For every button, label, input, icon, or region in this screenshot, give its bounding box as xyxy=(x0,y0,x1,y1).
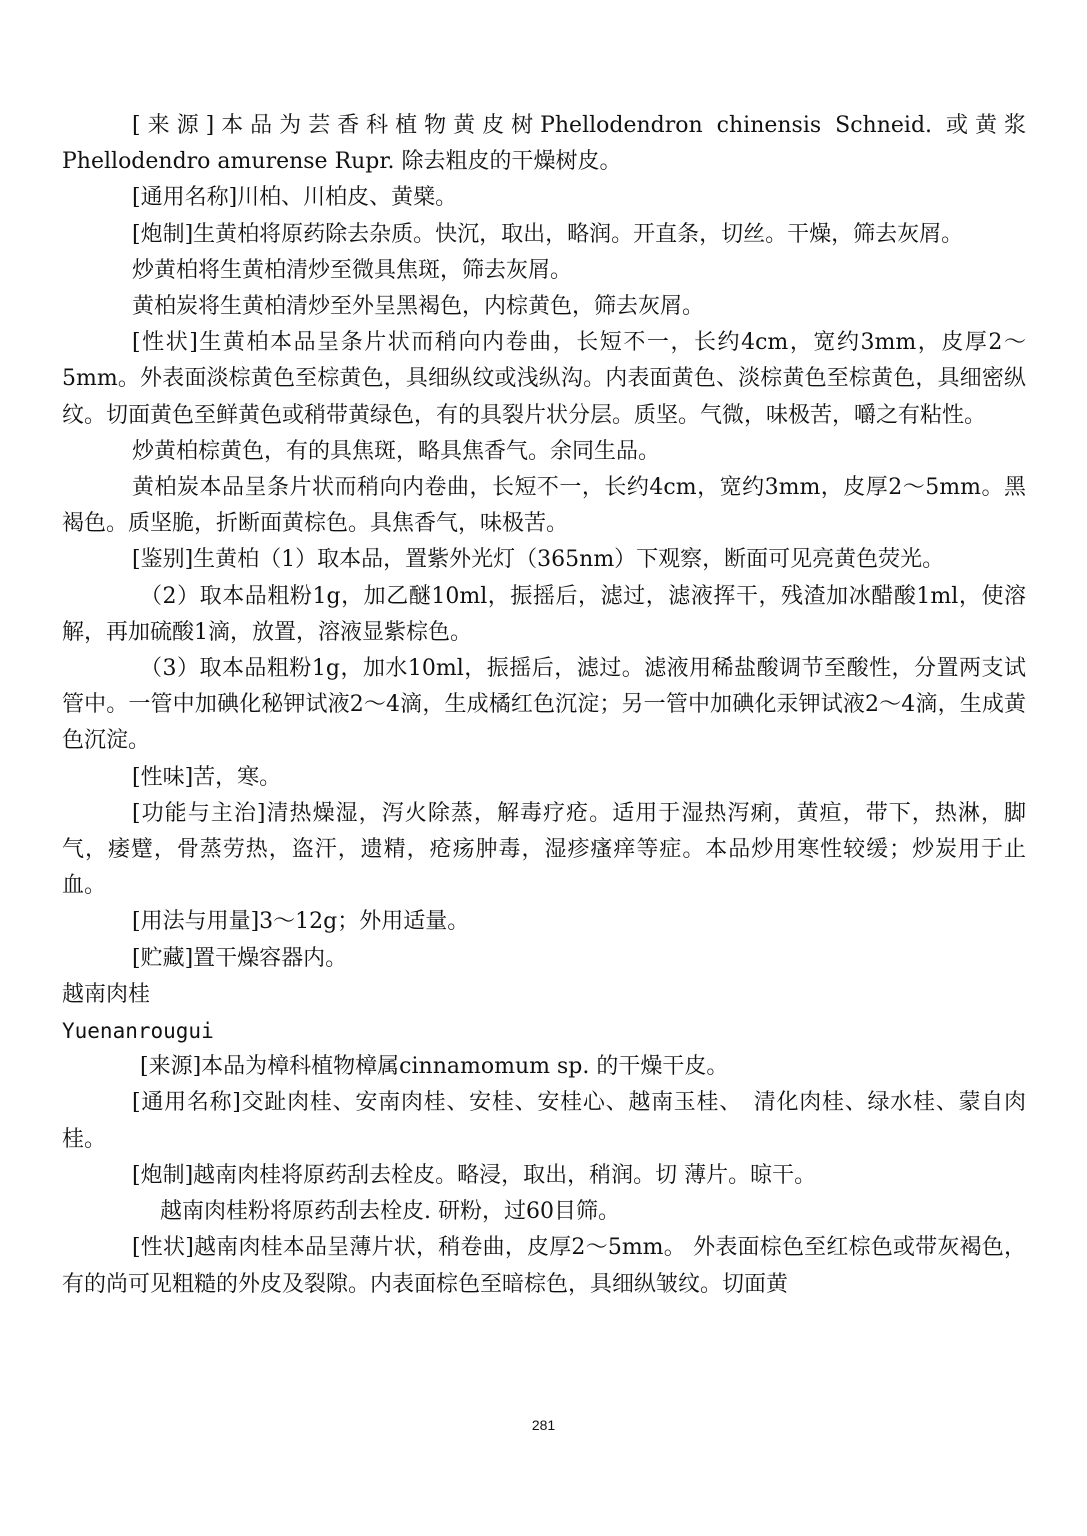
paragraph: [炮制]越南肉桂将原药刮去栓皮。略浸，取出，稍润。切 薄片。晾干。 xyxy=(132,1162,817,1188)
paragraph: （3）取本品粗粉1g，加水10ml，振摇后，滤过。滤液用稀盐酸调节至酸性，分置两支试管中。一管中加碘化秘钾试液2～4滴，生成橘红色沉淀；另一管中加碘化汞钾试液2～4滴，生成黄色沉淀。 xyxy=(62,656,1026,754)
paragraph: 炒黄柏将生黄柏清炒至微具焦斑，筛去灰屑。 xyxy=(132,257,573,283)
paragraph: [性状]越南肉桂本品呈薄片状，稍卷曲，皮厚2～5mm。 外表面棕色至红棕色或带灰褐色，有的尚可见粗糙的外皮及裂隙。内表面棕色至暗棕色，具细纵皱纹。切面黄 xyxy=(62,1235,1026,1297)
paragraph: 炒黄柏棕黄色，有的具焦斑，略具焦香气。余同生品。 xyxy=(132,438,661,464)
section-title: 越南肉桂 xyxy=(62,981,151,1007)
paragraph: 黄柏炭将生黄柏清炒至外呈黑褐色，内棕黄色，筛去灰屑。 xyxy=(132,294,705,320)
paragraph: [用法与用量]3～12g；外用适量。 xyxy=(132,909,470,935)
paragraph: [炮制]生黄柏将原药除去杂质。快沉，取出，略润。开直条，切丝。干燥，筛去灰屑。 xyxy=(132,221,964,247)
section-pinyin: Yuenanrougui xyxy=(62,1019,214,1044)
page-body xyxy=(62,108,1026,1303)
paragraph: [来源]本品为樟科植物樟属cinnamomum sp. 的干燥干皮。 xyxy=(140,1054,729,1080)
paragraph: [性味]苦，寒。 xyxy=(132,764,282,790)
paragraph: 黄柏炭本品呈条片状而稍向内卷曲，长短不一，长约4cm，宽约3mm，皮厚2～5mm。黑褐色。质坚脆，折断面黄棕色。具焦香气，味极苦。 xyxy=(62,475,1026,537)
paragraph: 越南肉桂粉将原药刮去栓皮. 研粉，过60目筛。 xyxy=(160,1199,620,1225)
paragraph: [通用名称]交趾肉桂、安南肉桂、安桂、安桂心、越南玉桂、 清化肉桂、绿水桂、蒙自肉桂。 xyxy=(62,1090,1026,1152)
paragraph: （2）取本品粗粉1g，加乙醚10ml，振摇后，滤过，滤液挥干，残渣加冰醋酸1ml，使溶解，再加硫酸1滴，放置，溶液显紫棕色。 xyxy=(62,583,1026,645)
paragraph: [功能与主治]清热燥湿，泻火除蒸，解毒疗疮。适用于湿热泻痢，黄疸，带下，热淋，脚气，痿躄，骨蒸劳热，盗汗，遗精，疮疡肿毒，湿疹瘙痒等症。本品炒用寒性较缓；炒炭用于止血。 xyxy=(62,800,1026,899)
paragraph: [贮藏]置干燥容器内。 xyxy=(132,945,348,971)
paragraph: [鉴别]生黄柏（1）取本品，置紫外光灯（365nm）下观察，断面可见亮黄色荧光。 xyxy=(132,547,945,573)
paragraph: [来源]本品为芸香科植物黄皮树Phellodendron chinensis Schneid. 或黄浆Phellodendro amurense Rupr. 除去粗皮的干燥树皮。 xyxy=(62,113,1026,175)
paragraph: [性状]生黄柏本品呈条片状而稍向内卷曲，长短不一，长约4cm，宽约3mm，皮厚2～5mm。外表面淡棕黄色至棕黄色，具细纵纹或浅纵沟。内表面黄色、淡棕黄色至棕黄色，具细密纵纹。切面黄色至鲜黄色或稍带黄绿色，有的具裂片状分层。质坚。气微，味极苦，嚼之有粘性。 xyxy=(62,330,1026,428)
page-number: 281 xyxy=(531,1417,556,1433)
paragraph: [通用名称]川柏、川柏皮、黄檗。 xyxy=(132,185,458,211)
